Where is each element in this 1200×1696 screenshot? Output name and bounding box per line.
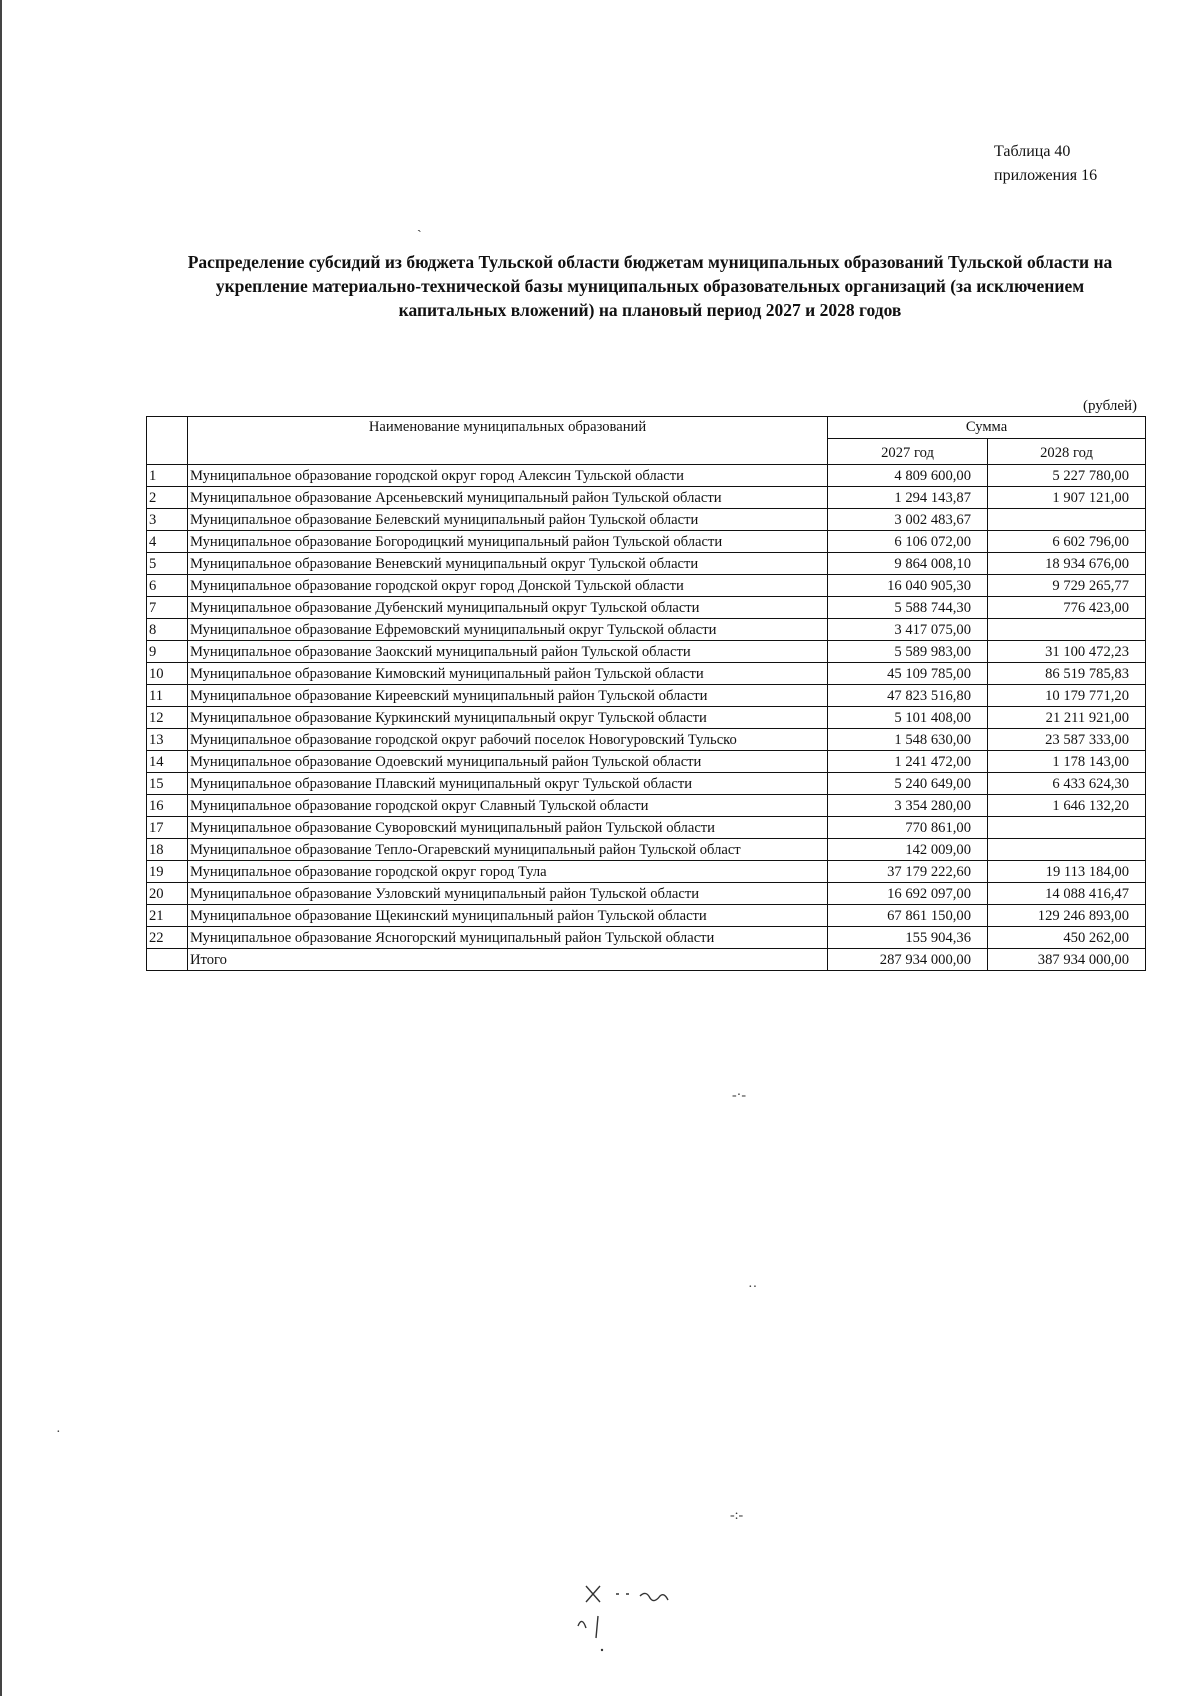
table-row [147,619,1146,641]
row-index: 9 [147,641,188,663]
table-row [147,575,1146,597]
row-index: 2 [147,487,188,509]
row-index: 6 [147,575,188,597]
row-2028: 1 646 132,20 [988,795,1146,817]
row-2028: 450 262,00 [988,927,1146,949]
table-row [147,905,1146,927]
row-name: Муниципальное образование Плавский муниципальный округ Тульской области [188,773,828,795]
row-2028: 21 211 921,00 [988,707,1146,729]
row-2027: 47 823 516,80 [828,685,988,707]
table-row [147,751,1146,773]
row-2027: 16 040 905,30 [828,575,988,597]
total-2028: 387 934 000,00 [988,949,1146,971]
total-label: Итого [188,949,828,971]
table-row [147,839,1146,861]
row-name: Муниципальное образование Богородицкий муниципальный район Тульской области [188,531,828,553]
row-index: 18 [147,839,188,861]
row-name: Муниципальное образование Узловский муниципальный район Тульской области [188,883,828,905]
row-name: Муниципальное образование Кимовский муниципальный район Тульской области [188,663,828,685]
row-name: Муниципальное образование Одоевский муниципальный район Тульской области [188,751,828,773]
row-2028 [988,619,1146,641]
subsidy-table [146,416,1146,971]
total-row [147,949,1146,971]
appendix-reference [994,140,1097,188]
table-row [147,531,1146,553]
row-2027: 5 589 983,00 [828,641,988,663]
row-index: 14 [147,751,188,773]
scan-speck: -:- [730,1508,744,1523]
row-index: 7 [147,597,188,619]
row-2027: 1 294 143,87 [828,487,988,509]
table-header-row [147,417,1146,439]
scan-speck: ·· [748,1280,758,1295]
row-2028 [988,839,1146,861]
row-2028: 9 729 265,77 [988,575,1146,597]
table-row [147,795,1146,817]
units-label: (рублей) [1083,398,1138,414]
row-name: Муниципальное образование Тепло-Огаревский муниципальный район Тульской област [188,839,828,861]
row-index: 22 [147,927,188,949]
row-index: 5 [147,553,188,575]
table-row [147,927,1146,949]
row-index: 11 [147,685,188,707]
handwritten-mark [568,1566,678,1656]
row-name: Муниципальное образование Куркинский муниципальный округ Тульской области [188,707,828,729]
table-row [147,685,1146,707]
scan-speck: ˏ [417,218,422,233]
row-2028: 6 433 624,30 [988,773,1146,795]
row-name: Муниципальное образование городской округ Славный Тульской области [188,795,828,817]
row-2027: 67 861 150,00 [828,905,988,927]
row-index: 12 [147,707,188,729]
header-2027: 2027 год [828,439,988,465]
row-name: Муниципальное образование Дубенский муниципальный округ Тульской области [188,597,828,619]
row-name: Муниципальное образование Ефремовский муниципальный округ Тульской области [188,619,828,641]
row-index: 4 [147,531,188,553]
row-name: Муниципальное образование Ясногорский муниципальный район Тульской области [188,927,828,949]
row-index: 17 [147,817,188,839]
row-index: 8 [147,619,188,641]
row-2028: 31 100 472,23 [988,641,1146,663]
row-2027: 155 904,36 [828,927,988,949]
row-2028: 5 227 780,00 [988,465,1146,487]
row-2028: 14 088 416,47 [988,883,1146,905]
table-row [147,553,1146,575]
row-2027: 142 009,00 [828,839,988,861]
header-index-cell [147,417,188,465]
row-name: Муниципальное образование городской округ город Тула [188,861,828,883]
row-index: 10 [147,663,188,685]
table-row [147,509,1146,531]
row-2028: 776 423,00 [988,597,1146,619]
row-2027: 6 106 072,00 [828,531,988,553]
row-2028: 23 587 333,00 [988,729,1146,751]
row-2027: 5 588 744,30 [828,597,988,619]
table-number: Таблица 40 [994,143,1071,160]
row-2027: 5 101 408,00 [828,707,988,729]
row-index: 16 [147,795,188,817]
row-2027: 3 002 483,67 [828,509,988,531]
row-2028: 10 179 771,20 [988,685,1146,707]
row-2028: 6 602 796,00 [988,531,1146,553]
row-index: 13 [147,729,188,751]
row-2027: 5 240 649,00 [828,773,988,795]
table-row [147,707,1146,729]
row-name: Муниципальное образование Щекинский муниципальный район Тульской области [188,905,828,927]
table-row [147,465,1146,487]
row-2027: 37 179 222,60 [828,861,988,883]
row-name: Муниципальное образование Киреевский муниципальный район Тульской области [188,685,828,707]
row-2027: 3 417 075,00 [828,619,988,641]
row-2028: 129 246 893,00 [988,905,1146,927]
row-index: 19 [147,861,188,883]
document-title: Распределение субсидий из бюджета Тульской области бюджетам муниципальных образований Тульской области на укрепление материально-технической базы муниципальных образовательных организаций (за исключением капитальных вложений) на плановый период 2027 и 2028 годов [187,252,1113,320]
table-row [147,487,1146,509]
row-name: Муниципальное образование Веневский муниципальный округ Тульской области [188,553,828,575]
table-row [147,773,1146,795]
row-index: 20 [147,883,188,905]
table-row [147,729,1146,751]
row-index: 3 [147,509,188,531]
table-row [147,597,1146,619]
row-2027: 45 109 785,00 [828,663,988,685]
scan-speck: -·- [732,1088,746,1103]
header-2028: 2028 год [988,439,1146,465]
row-2028: 18 934 676,00 [988,553,1146,575]
row-index: 21 [147,905,188,927]
table-body [147,465,1146,949]
row-2028 [988,817,1146,839]
row-2027: 1 548 630,00 [828,729,988,751]
total-2027: 287 934 000,00 [828,949,988,971]
row-2028: 1 907 121,00 [988,487,1146,509]
header-sum: Сумма [828,417,1146,439]
table-row [147,663,1146,685]
row-2028 [988,509,1146,531]
row-index: 1 [147,465,188,487]
row-name: Муниципальное образование Белевский муниципальный район Тульской области [188,509,828,531]
row-name: Муниципальное образование Арсеньевский муниципальный район Тульской области [188,487,828,509]
row-2027: 770 861,00 [828,817,988,839]
table-row [147,641,1146,663]
table-row [147,817,1146,839]
table-row [147,861,1146,883]
row-name: Муниципальное образование городской округ город Донской Тульской области [188,575,828,597]
row-2027: 4 809 600,00 [828,465,988,487]
header-name: Наименование муниципальных образований [188,417,828,465]
table-row [147,883,1146,905]
row-2028: 19 113 184,00 [988,861,1146,883]
row-2027: 3 354 280,00 [828,795,988,817]
row-name: Муниципальное образование городской округ рабочий поселок Новогуровский Тульско [188,729,828,751]
row-2027: 16 692 097,00 [828,883,988,905]
row-2027: 1 241 472,00 [828,751,988,773]
appendix-number: приложения 16 [994,167,1098,184]
row-name: Муниципальное образование городской округ город Алексин Тульской области [188,465,828,487]
total-index-cell [147,949,188,971]
row-name: Муниципальное образование Суворовский муниципальный район Тульской области [188,817,828,839]
row-2028: 86 519 785,83 [988,663,1146,685]
row-2028: 1 178 143,00 [988,751,1146,773]
row-index: 15 [147,773,188,795]
row-name: Муниципальное образование Заокский муниципальный район Тульской области [188,641,828,663]
row-2027: 9 864 008,10 [828,553,988,575]
scan-speck: · [56,1425,61,1440]
